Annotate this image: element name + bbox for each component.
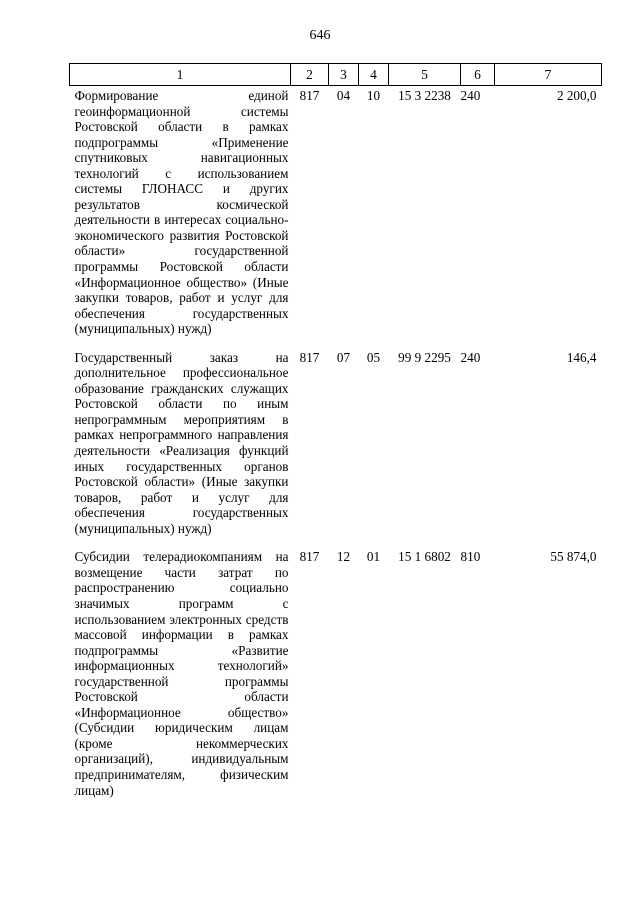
table-row [70, 536, 602, 798]
section-code: 07 [336, 349, 351, 365]
subsection-code: 05 [366, 349, 381, 365]
ministry-code: 817 [299, 549, 320, 565]
column-number-row [70, 64, 602, 86]
subsection-code: 01 [366, 549, 381, 565]
expense-type-code: 810 [460, 549, 481, 565]
page-number: 646 [309, 28, 331, 43]
row-description: Формирование единой геоинформационной системы Ростовской области в рамках подпрограммы «Применение спутниковых навигационных технологий с использованием системы ГЛОНАСС и других результатов космической деятельности в интересах социально-экономического развития Ростовской области» государственной программы Ростовской области «Информационное общество» (Иные закупки товаров, работ и услуг для обеспечения государственных (муниципальных) нужд) [74, 88, 289, 337]
amount: 2 200,0 [556, 88, 597, 103]
column-header-2: 2 [291, 64, 329, 86]
row-description: Государственный заказ на дополнительное профессиональное образование гражданских служащих Ростовской области по иным непрограммным мероприятиям в рамках непрограммного направления деятельности «Реализация функций иных государственных органов Ростовской области» (Иные закупки товаров, работ и услуг для обеспечения государственных (муниципальных) нужд) [74, 349, 289, 536]
expense-type-code: 240 [460, 88, 481, 103]
target-article-code: 99 9 2295 [398, 349, 451, 365]
expense-type-code: 240 [460, 349, 481, 365]
amount: 146,4 [566, 349, 597, 365]
amount: 55 874,0 [550, 549, 597, 565]
column-header-5: 5 [389, 64, 461, 86]
row-description: Субсидии телерадиокомпаниям на возмещение части затрат по распространению социально значимых программ с использованием электронных средств массовой информации в рамках подпрограммы «Развитие информационных технологий» государственной программы Ростовской области «Информационное общество» (Субсидии юридическим лицам (кроме некоммерческих организаций), индивидуальным предпринимателям, физическим лицам) [74, 549, 289, 798]
target-article-code: 15 3 2238 [398, 88, 451, 103]
section-code: 04 [336, 88, 351, 103]
ministry-code: 817 [299, 349, 320, 365]
column-header-1: 1 [70, 64, 291, 86]
subsection-code: 10 [366, 88, 381, 103]
column-header-6: 6 [461, 64, 495, 86]
target-article-code: 15 1 6802 [398, 549, 451, 565]
column-header-3: 3 [329, 64, 359, 86]
section-code: 12 [336, 549, 351, 565]
table-row [70, 337, 602, 537]
column-header-4: 4 [359, 64, 389, 86]
budget-table [69, 63, 602, 798]
table-row [70, 86, 602, 337]
column-header-7: 7 [495, 64, 602, 86]
ministry-code: 817 [299, 88, 320, 103]
